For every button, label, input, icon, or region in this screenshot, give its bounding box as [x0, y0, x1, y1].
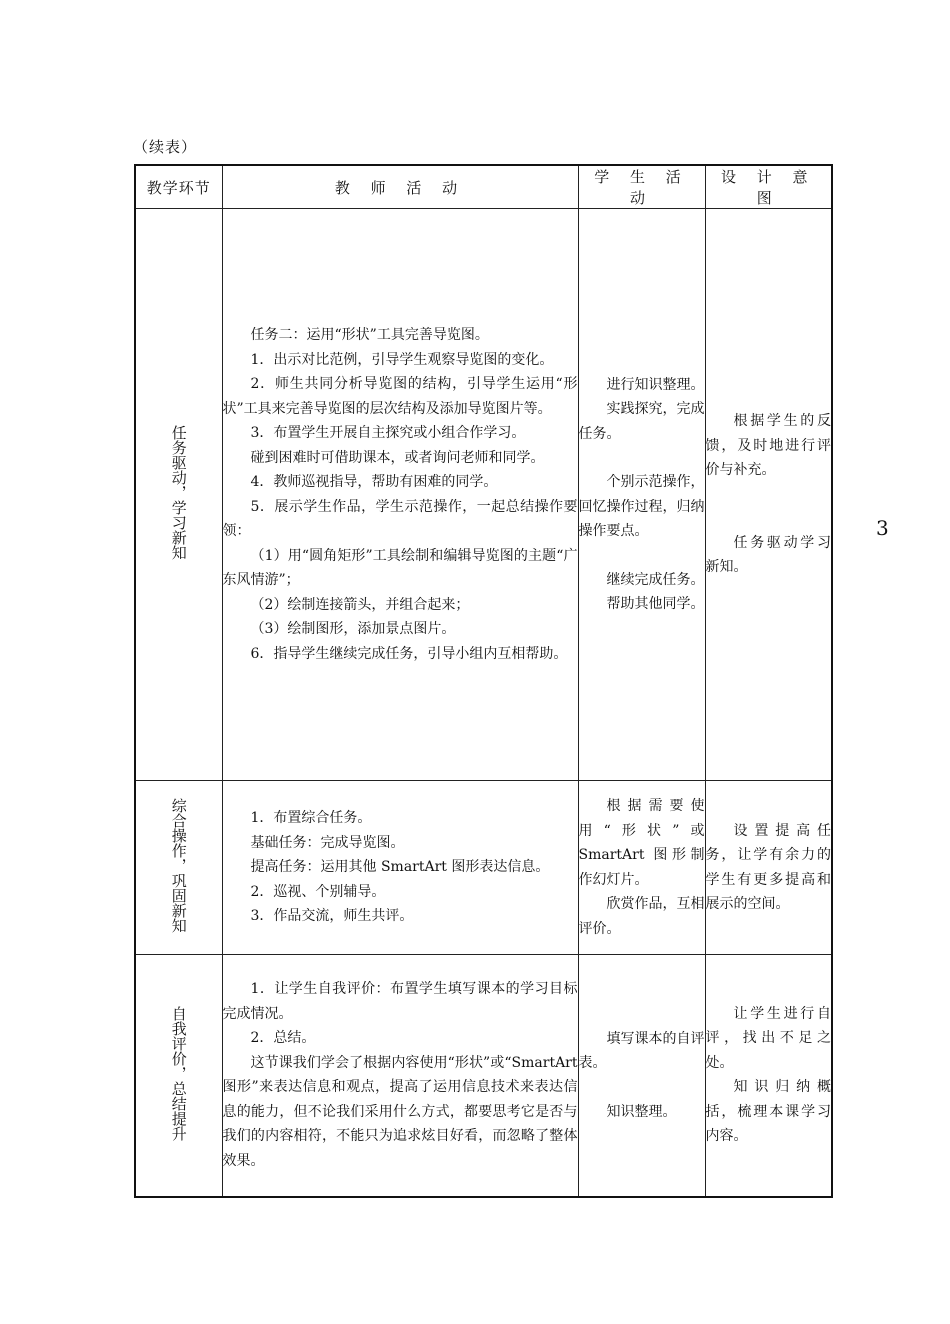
student-line: 进行知识整理。 — [606, 376, 705, 393]
design-line: 根据学生的反馈，及时地进行评价与补充。 — [705, 413, 831, 479]
teacher-line: 5．展示学生作品，学生示范操作，一起总结操作要领： — [222, 498, 578, 539]
table-row — [135, 781, 832, 955]
teacher-line: 碰到困难时可借助课本，或者询问老师和同学。 — [250, 449, 545, 466]
lesson-plan-table — [134, 164, 833, 1198]
design-intent-cell — [705, 781, 832, 955]
teacher-line: 提高任务：运用其他 SmartArt 图形表达信息。 — [250, 859, 550, 876]
teacher-line: 基础任务：完成导览图。 — [250, 834, 405, 851]
teacher-activity-cell — [222, 209, 578, 781]
student-line: 知识整理。 — [606, 1103, 677, 1120]
teacher-line: 2．总结。 — [250, 1030, 316, 1047]
table-caption: （续表） — [133, 138, 198, 156]
design-line: 知识归纳概括，梳理本课学习内容。 — [705, 1079, 831, 1145]
student-activity-cell — [578, 955, 705, 1197]
student-line: 继续完成任务。 — [606, 571, 705, 588]
teacher-line: 4．教师巡视指导，帮助有困难的同学。 — [250, 474, 498, 490]
header-row — [135, 165, 832, 209]
teacher-line: （1）用“圆角矩形”工具绘制和编辑导览图的主题“广东风情游”； — [222, 547, 578, 588]
stage-cell — [135, 209, 222, 781]
teacher-line: 这节课我们学会了根据内容使用“形状”或“SmartArt 图形”来表达信息和观点，提高了运用信息技术来表达信息的能力，但不论我们采用什么方式，都要思考它是否与我们的内容相符，不能只为追求炫目好看，而忽略了整体效果。 — [222, 1054, 578, 1169]
student-line: 填写课本的自评表。 — [578, 1030, 705, 1071]
student-line: 欣赏作品，互相评价。 — [578, 896, 705, 937]
teacher-activity-cell — [222, 781, 578, 955]
stage-cell — [135, 955, 222, 1197]
header-design-intent: 设 计 意 图 — [705, 165, 832, 209]
teacher-line: 2．巡视、个别辅导。 — [250, 883, 386, 900]
design-line: 任务驱动学习新知。 — [705, 534, 831, 576]
page-number: 3 — [876, 516, 889, 540]
header-student-activity: 学 生 活 动 — [578, 165, 705, 209]
teacher-line: 3．作品交流，师生共评。 — [250, 908, 414, 925]
stage-label: 任务驱动，学习新知 — [169, 425, 188, 560]
student-line: 帮助其他同学。 — [606, 596, 705, 612]
teacher-activity-cell — [222, 955, 578, 1197]
design-intent-cell — [705, 955, 832, 1197]
teacher-line: 1．出示对比范例，引导学生观察导览图的变化。 — [250, 351, 554, 368]
stage-label: 自我评价，总结提升 — [169, 1005, 188, 1141]
teacher-line: 任务二：运用“形状”工具完善导览图。 — [250, 327, 489, 343]
teacher-line: 6．指导学生继续完成任务，引导小组内互相帮助。 — [250, 645, 568, 662]
stage-cell — [135, 781, 222, 955]
student-activity-cell — [578, 781, 705, 955]
stage-label: 综合操作，巩固新知 — [169, 798, 188, 933]
table-row — [135, 209, 832, 781]
teacher-line: 2．师生共同分析导览图的结构，引导学生运用“形状”工具来完善导览图的层次结构及添加导览图片等。 — [222, 376, 578, 417]
student-line: 个别示范操作，回忆操作过程，归纳操作要点。 — [578, 474, 705, 539]
teacher-line: （2）绘制连接箭头，并组合起来； — [250, 596, 470, 613]
header-teacher-activity: 教 师 活 动 — [222, 165, 578, 209]
design-intent-cell — [705, 209, 832, 781]
teacher-line: （3）绘制图形，添加景点图片。 — [250, 621, 456, 637]
table-row — [135, 955, 832, 1197]
teacher-line: 1．布置综合任务。 — [250, 810, 372, 827]
design-line: 让学生进行自评，找出不足之处。 — [705, 1005, 831, 1071]
design-line: 设置提高任务，让学有余力的学生有更多提高和展示的空间。 — [705, 822, 831, 912]
student-line: 根据需要使用“形状”或 SmartArt 图形制作幻灯片。 — [578, 798, 705, 888]
teacher-line: 3．布置学生开展自主探究或小组合作学习。 — [250, 425, 526, 441]
teacher-line: 1．让学生自我评价：布置学生填写课本的学习目标完成情况。 — [222, 981, 578, 1022]
header-stage: 教学环节 — [135, 165, 222, 209]
student-line: 实践探究，完成任务。 — [578, 401, 705, 442]
student-activity-cell — [578, 209, 705, 781]
